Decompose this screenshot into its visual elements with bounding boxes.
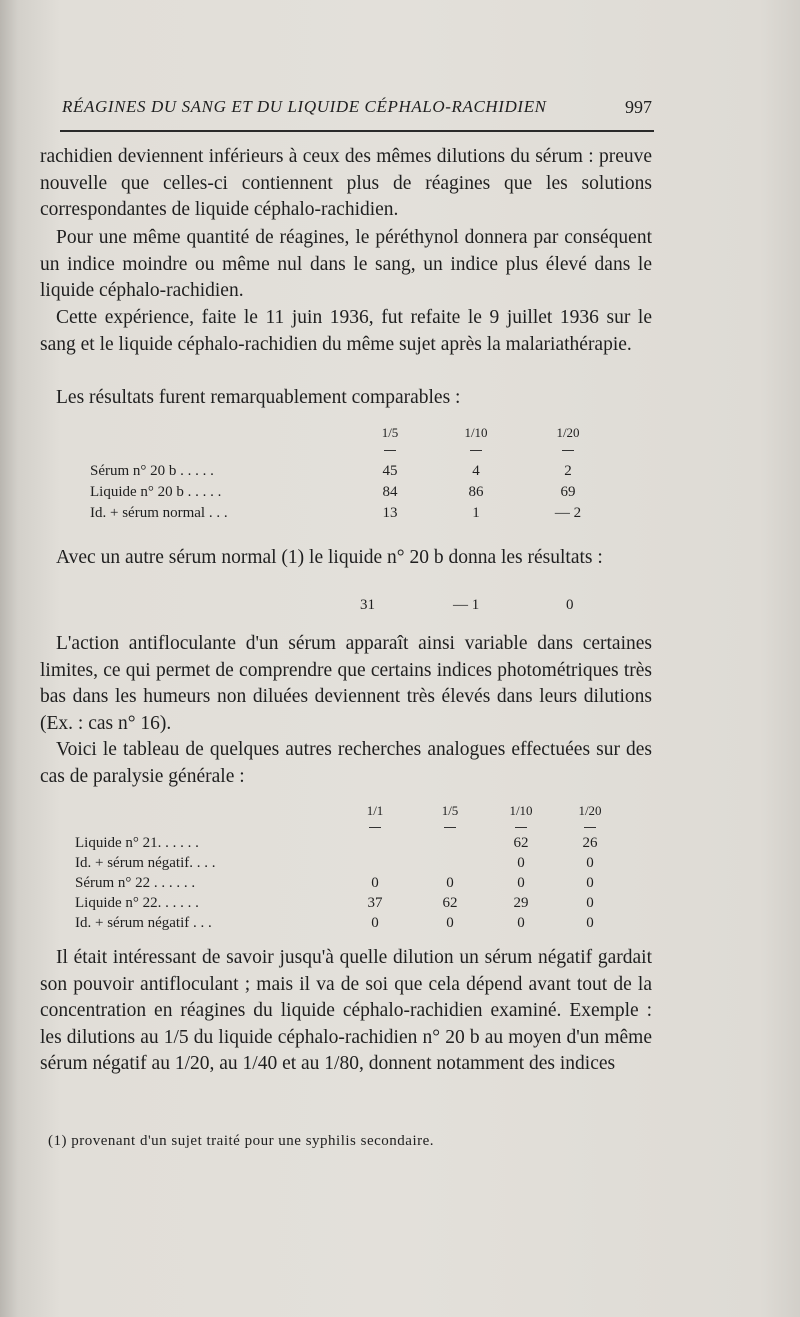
paragraph-5: Avec un autre sérum normal (1) le liquide n° 20 b donna les résultats : <box>56 547 603 568</box>
result-value: 31 <box>360 597 375 613</box>
table-cell: 0 <box>371 875 379 891</box>
page-number: 997 <box>625 97 652 117</box>
running-head <box>62 95 652 125</box>
column-header: 1/5 <box>381 425 399 440</box>
table-cell: 62 <box>513 835 529 851</box>
row-label: Sérum n° 20 b . . . . . <box>90 463 214 479</box>
column-rule <box>384 450 396 451</box>
paragraph-1: rachidien deviennent inférieurs à ceux des mêmes dilutions du sérum : preuve nouvelle que celles-ci contiennent plus de réagines que les solutions correspondantes de liquide céphalo-rachidien. <box>40 146 652 220</box>
paragraph-4: Les résultats furent remarquablement comparables : <box>56 387 461 408</box>
table-row <box>75 835 635 855</box>
table-cell: 4 <box>472 463 480 479</box>
table-cell: 0 <box>371 915 379 931</box>
table-cell: 0 <box>517 915 525 931</box>
footnote: (1) provenant d'un sujet traité pour une syphilis secondaire. <box>48 1133 435 1149</box>
table-cell: 0 <box>446 875 454 891</box>
table-row <box>90 505 610 525</box>
column-rule <box>515 827 527 828</box>
paragraph-7: Voici le tableau de quelques autres recherches analogues effectuées sur des cas de paralysie générale : <box>40 739 652 787</box>
table-row <box>90 463 610 483</box>
result-value: 0 <box>566 597 574 613</box>
table-cell: 0 <box>586 855 594 871</box>
result-value: — 1 <box>453 597 480 613</box>
column-rule <box>562 450 574 451</box>
row-label: Id. + sérum négatif . . . <box>75 915 212 931</box>
paragraph-8: Il était intéressant de savoir jusqu'à quelle dilution un sérum négatif gardait son pouvoir antifloculant ; mais il va de soi que cela dépend avant tout de la concentration en réagines du liquide céphalo-rachidien examiné. Exemple : les dilutions au 1/5 du liquide céphalo-rachidien n° 20 b au moyen d'un même sérum négatif au 1/20, au 1/40 et au 1/80, donnent notamment des indices <box>40 947 652 1074</box>
table-cell: 0 <box>446 915 454 931</box>
table-cell: 0 <box>586 915 594 931</box>
row-label: Liquide n° 20 b . . . . . <box>90 484 222 500</box>
table-cell: 0 <box>517 875 525 891</box>
row-label: Id. + sérum négatif. . . . <box>75 855 216 871</box>
table-row <box>75 855 635 875</box>
table-cell: 0 <box>517 855 525 871</box>
table-cell: 37 <box>367 895 383 911</box>
paragraph-6: L'action antifloculante d'un sérum apparaît ainsi variable dans certaines limites, ce qui permet de comprendre que certains indices photométriques très bas dans les humeurs non diluées deviennent très élevés dans leurs dilutions (Ex. : cas n° 16). <box>40 633 652 734</box>
table-cell: 26 <box>582 835 598 851</box>
table-cell: 62 <box>442 895 458 911</box>
table-cell: — 2 <box>554 505 582 521</box>
column-header: 1/20 <box>556 425 580 440</box>
table-cell: 13 <box>382 505 398 521</box>
row-label: Sérum n° 22 . . . . . . <box>75 875 196 891</box>
table-cell: 86 <box>468 484 484 500</box>
running-title: RÉAGINES DU SANG ET DU LIQUIDE CÉPHALO-RACHIDIEN <box>62 97 547 116</box>
column-header: 1/5 <box>441 803 459 818</box>
row-label: Liquide n° 21. . . . . . <box>75 835 199 851</box>
table-cell: 45 <box>382 463 398 479</box>
table-cell: 69 <box>560 484 576 500</box>
column-header: 1/1 <box>366 803 384 818</box>
row-label: Id. + sérum normal . . . <box>90 505 228 521</box>
column-rule <box>584 827 596 828</box>
results-table-1 <box>90 425 610 525</box>
table-cell: 1 <box>472 505 480 521</box>
column-header: 1/10 <box>464 425 488 440</box>
column-header: 1/10 <box>509 803 533 818</box>
table-cell: 84 <box>382 484 398 500</box>
table-row <box>75 875 635 895</box>
table-row <box>75 915 635 935</box>
single-results-row <box>360 597 620 619</box>
table-row <box>75 895 635 915</box>
header-rule <box>60 130 654 132</box>
results-table-2 <box>75 803 635 938</box>
row-label: Liquide n° 22. . . . . . <box>75 895 199 911</box>
column-rule <box>470 450 482 451</box>
table-cell: 0 <box>586 875 594 891</box>
paragraph-3: Cette expérience, faite le 11 juin 1936, fut refaite le 9 juillet 1936 sur le sang et le liquide céphalo-rachidien du même sujet après la malariathérapie. <box>40 307 652 355</box>
column-rule <box>369 827 381 828</box>
table-cell: 0 <box>586 895 594 911</box>
table-cell: 29 <box>513 895 529 911</box>
column-rule <box>444 827 456 828</box>
table-row <box>90 484 610 504</box>
paragraph-2: Pour une même quantité de réagines, le péréthynol donnera par conséquent un indice moindre ou même nul dans le sang, un indice plus élevé dans le liquide céphalo-rachidien. <box>40 227 652 301</box>
column-header: 1/20 <box>578 803 602 818</box>
table-cell: 2 <box>564 463 572 479</box>
